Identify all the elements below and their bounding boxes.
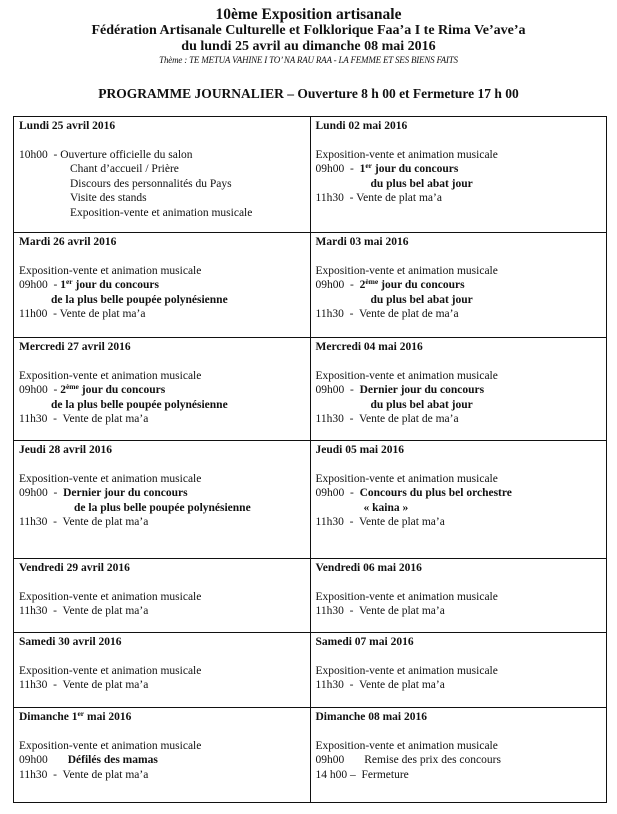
schedule-line: 09h00 Remise des prix des concours xyxy=(315,754,501,766)
day-cell xyxy=(14,633,311,708)
table-row xyxy=(14,633,607,708)
schedule-line: 11h00 - Vente de plat ma’a xyxy=(19,308,146,320)
table-row xyxy=(14,559,607,633)
schedule-line: Discours des personnalités du Pays xyxy=(70,177,232,190)
day-cell xyxy=(14,117,311,233)
day-cell xyxy=(14,708,311,803)
schedule-line: de la plus belle poupée polynésienne xyxy=(74,501,251,514)
day-cell xyxy=(310,338,607,441)
schedule-line: Exposition-vente et animation musicale xyxy=(19,664,202,677)
schedule-line: 09h00 - 2ème jour du concours xyxy=(19,382,166,396)
schedule-line: Exposition-vente et animation musicale xyxy=(19,264,202,277)
schedule-line: Exposition-vente et animation musicale xyxy=(315,664,498,677)
exhibition-theme xyxy=(0,55,617,66)
day-cell xyxy=(14,559,311,633)
day-heading: Mercredi 27 avril 2016 xyxy=(19,341,131,353)
day-cell xyxy=(14,233,311,338)
schedule-line: de la plus belle poupée polynésienne xyxy=(51,293,228,306)
day-heading: Mercredi 04 mai 2016 xyxy=(315,341,423,353)
day-heading: Dimanche 08 mai 2016 xyxy=(315,711,427,723)
day-heading: Mardi 26 avril 2016 xyxy=(19,236,117,248)
day-cell xyxy=(310,117,607,233)
day-heading: Vendredi 06 mai 2016 xyxy=(315,562,422,574)
schedule-table xyxy=(13,116,607,803)
schedule-line: Exposition-vente et animation musicale xyxy=(19,739,202,752)
schedule-line: de la plus belle poupée polynésienne xyxy=(51,398,228,411)
schedule-line: 11h30 - Vente de plat de ma’a xyxy=(315,413,459,425)
day-heading: Vendredi 29 avril 2016 xyxy=(19,562,130,574)
day-heading: Samedi 30 avril 2016 xyxy=(19,636,122,648)
table-row xyxy=(14,233,607,338)
programme-heading: PROGRAMME JOURNALIER – Ouverture 8 h 00 et Fermeture 17 h 00 xyxy=(98,86,519,101)
theme-text: TE METUA VAHINE I TO’ NA RAU RAA - LA FEMME ET SES BIENS FAITS xyxy=(187,55,458,65)
day-heading: Jeudi 05 mai 2016 xyxy=(315,444,404,456)
schedule-line: Exposition-vente et animation musicale xyxy=(315,590,498,603)
exhibition-title: 10ème Exposition artisanale xyxy=(215,6,402,23)
day-cell xyxy=(14,338,311,441)
schedule-line: 11h30 - Vente de plat ma’a xyxy=(19,768,149,781)
schedule-line: Exposition-vente et animation musicale xyxy=(19,472,202,485)
schedule-line: Exposition-vente et animation musicale xyxy=(315,264,498,277)
schedule-line: Exposition-vente et animation musicale xyxy=(19,369,202,382)
day-heading: Lundi 02 mai 2016 xyxy=(315,120,408,132)
document-header xyxy=(0,6,617,66)
schedule-line: 11h30 - Vente de plat ma’a xyxy=(315,679,445,691)
day-cell xyxy=(310,559,607,633)
schedule-line: Visite des stands xyxy=(70,192,147,204)
schedule-line: du plus bel abat jour xyxy=(370,293,473,306)
schedule-line: du plus bel abat jour xyxy=(370,177,473,190)
schedule-line: 11h30 - Vente de plat ma’a xyxy=(19,605,149,617)
schedule-line: Exposition-vente et animation musicale xyxy=(315,472,498,485)
schedule-line: 09h00 Défilés des mamas xyxy=(19,754,158,766)
day-heading: Dimanche 1er mai 2016 xyxy=(19,709,132,723)
schedule-line: 11h30 - Vente de plat ma’a xyxy=(19,413,149,425)
schedule-line: 11h30 - Vente de plat ma’a xyxy=(19,679,149,691)
schedule-line: 11h30 - Vente de plat ma’a xyxy=(315,516,445,528)
table-row xyxy=(14,441,607,559)
day-cell xyxy=(14,441,311,559)
day-heading: Jeudi 28 avril 2016 xyxy=(19,444,112,456)
day-heading: Samedi 07 mai 2016 xyxy=(315,636,414,648)
schedule-line: 11h30 - Vente de plat ma’a xyxy=(19,516,149,528)
table-row xyxy=(14,338,607,441)
schedule-line: 09h00 - Concours du plus bel orchestre xyxy=(315,487,512,499)
schedule-line: Exposition-vente et animation musicale xyxy=(315,739,498,752)
schedule-line: Exposition-vente et animation musicale xyxy=(315,369,498,382)
schedule-line: du plus bel abat jour xyxy=(370,398,473,411)
schedule-line: 09h00 - 1er jour du concours xyxy=(315,161,459,175)
day-cell xyxy=(310,441,607,559)
organizer-name: Fédération Artisanale Culturelle et Folklorique Faa’a I te Rima Ve’ave’a xyxy=(91,23,526,38)
day-cell xyxy=(310,633,607,708)
schedule-line: 09h00 - Dernier jour du concours xyxy=(315,384,485,396)
day-cell xyxy=(310,233,607,338)
schedule-line: 09h00 - 1er jour du concours xyxy=(19,277,160,291)
schedule-line: « kaina » xyxy=(363,501,409,514)
schedule-line: Exposition-vente et animation musicale xyxy=(19,590,202,603)
schedule-line: 11h30 - Vente de plat de ma’a xyxy=(315,308,459,320)
schedule-line: Exposition-vente et animation musicale xyxy=(315,148,498,161)
day-heading: Mardi 03 mai 2016 xyxy=(315,236,409,248)
schedule-line: 09h00 - Dernier jour du concours xyxy=(19,487,188,499)
schedule-line: 11h30 - Vente de plat ma’a xyxy=(315,192,442,204)
schedule-line: 09h00 - 2ème jour du concours xyxy=(315,277,465,291)
exhibition-dates: du lundi 25 avril au dimanche 08 mai 2016 xyxy=(181,39,436,54)
day-heading: Lundi 25 avril 2016 xyxy=(19,120,116,132)
schedule-line: Chant d’accueil / Prière xyxy=(70,163,179,175)
day-cell xyxy=(310,708,607,803)
schedule-line: 10h00 - Ouverture officielle du salon xyxy=(19,148,193,161)
schedule-line: 11h30 - Vente de plat ma’a xyxy=(315,605,445,617)
table-row xyxy=(14,117,607,233)
table-row xyxy=(14,708,607,803)
schedule-line: Exposition-vente et animation musicale xyxy=(70,206,253,219)
schedule-line: 14 h00 – Fermeture xyxy=(315,768,409,781)
theme-label: Thème : xyxy=(159,55,188,65)
